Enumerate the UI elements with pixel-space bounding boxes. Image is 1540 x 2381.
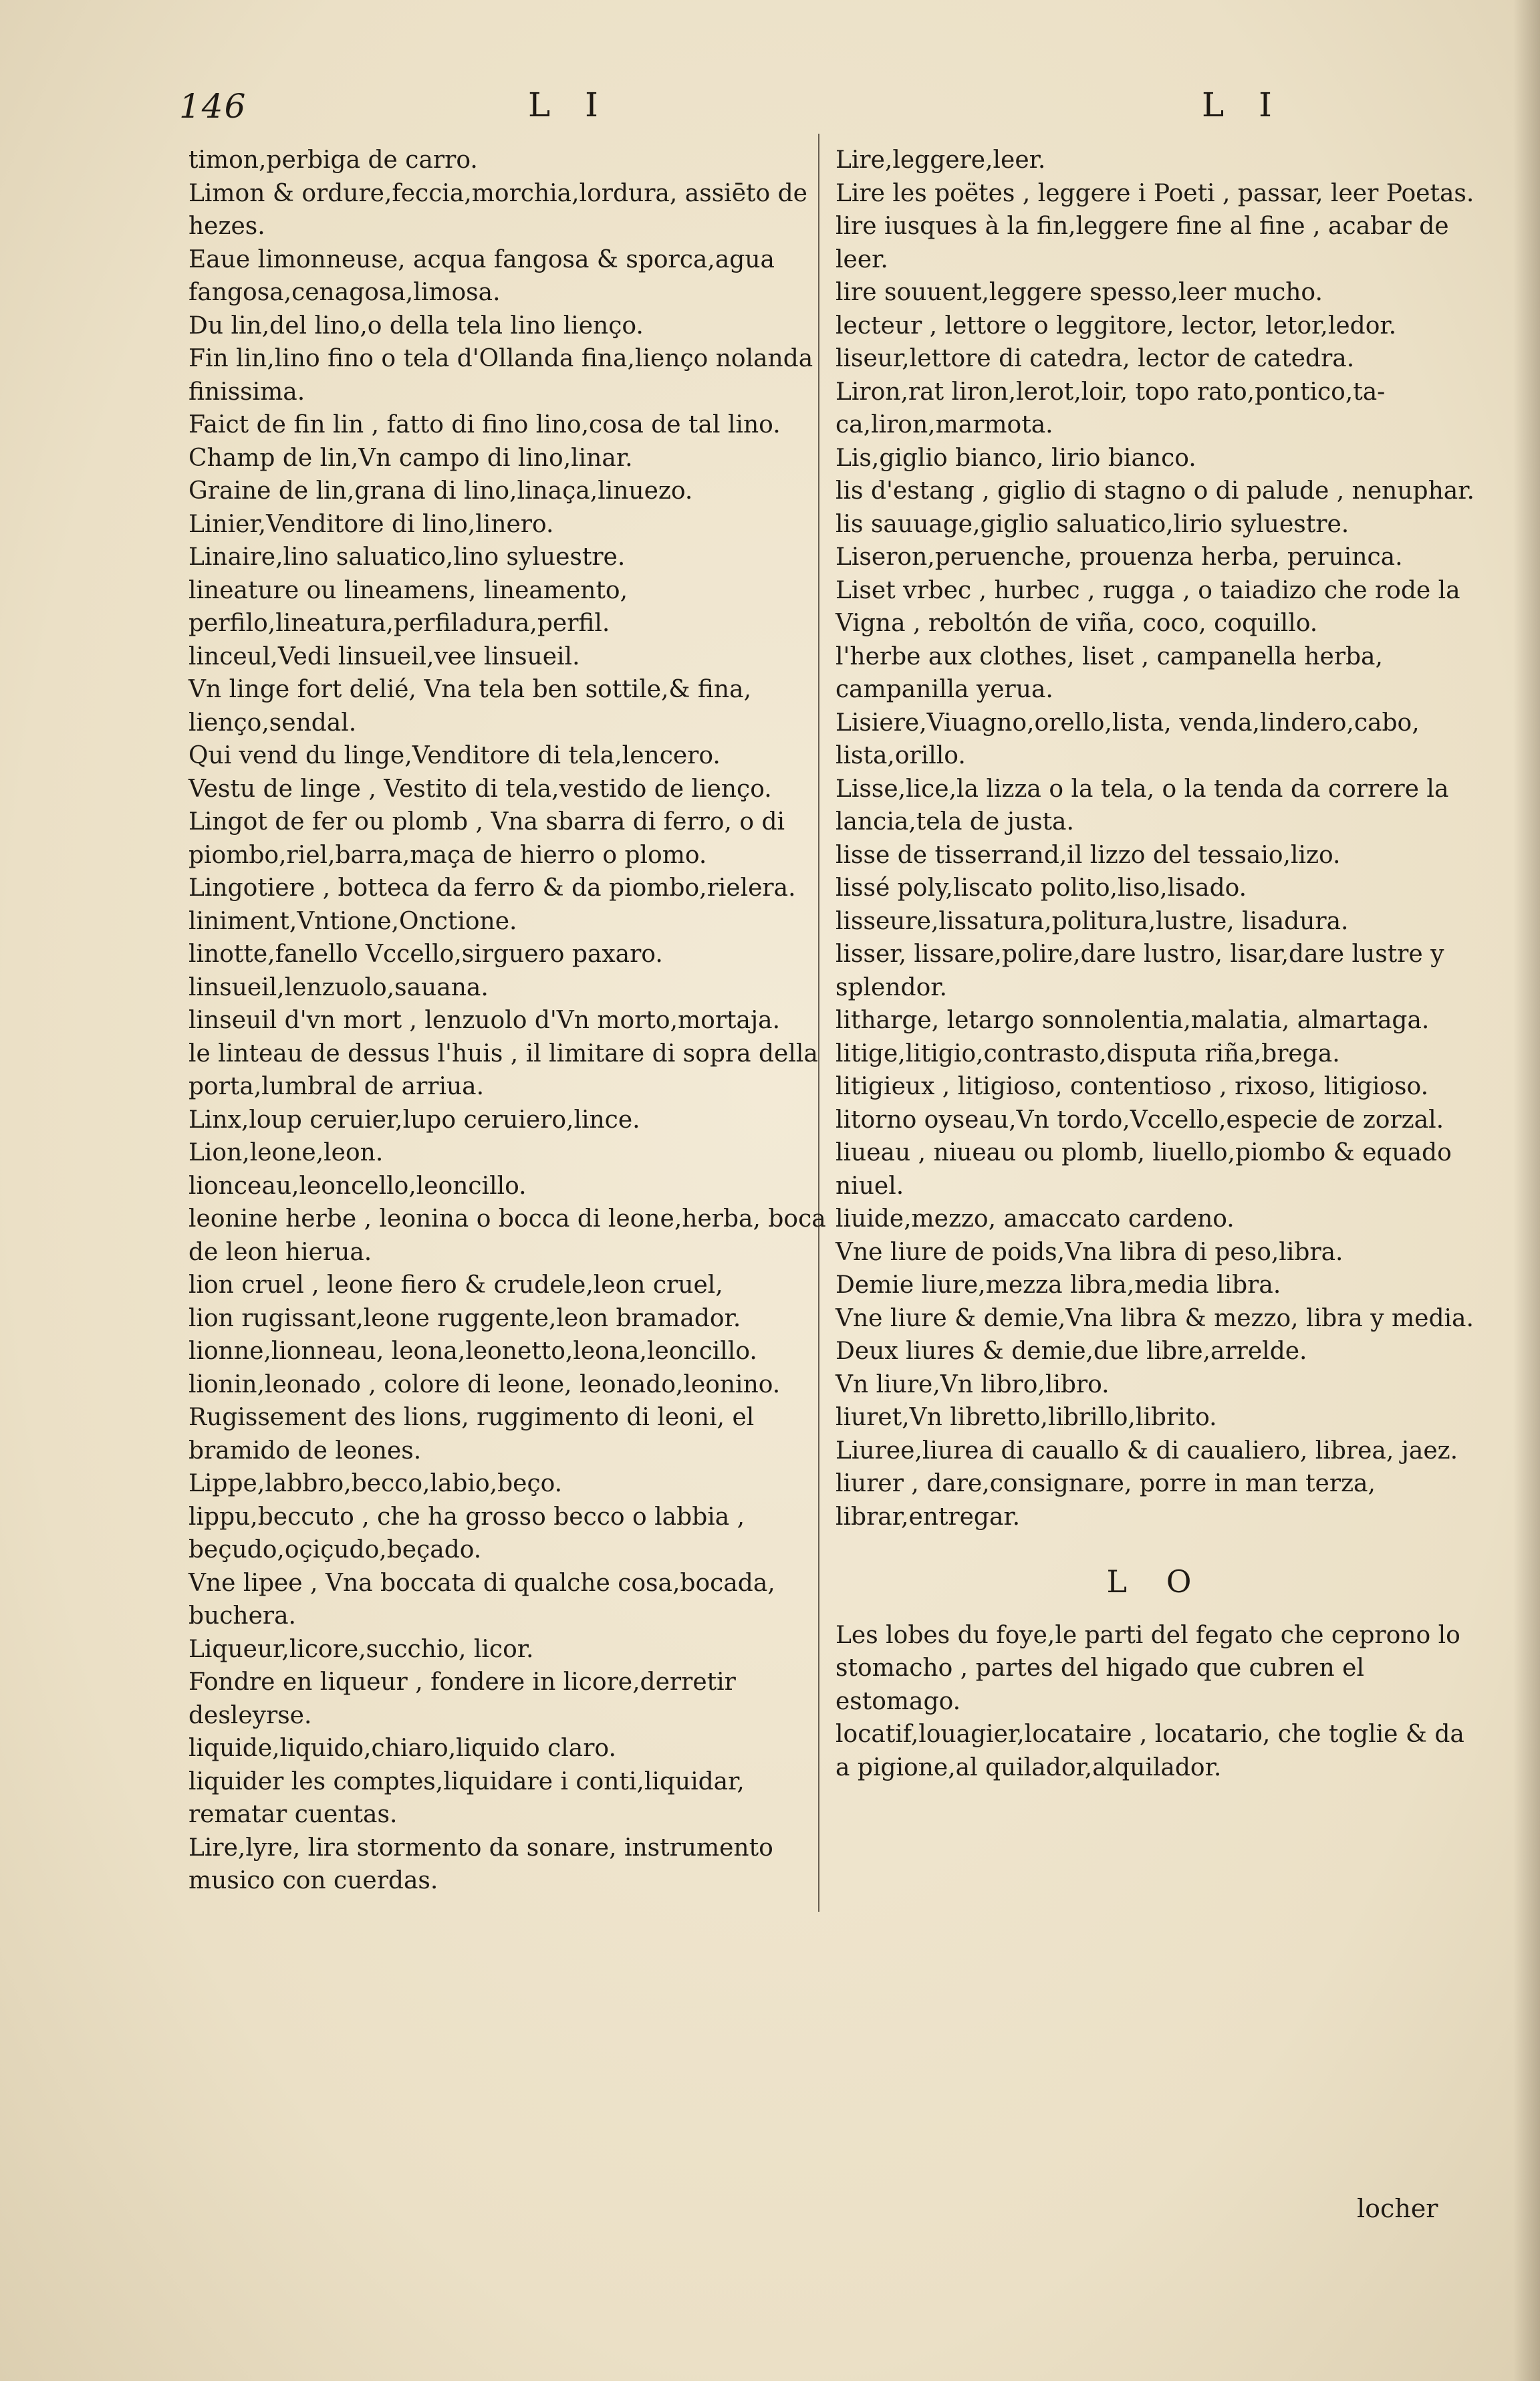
dictionary-entry: Lippe,labbro,becco,labio,beço.	[188, 1470, 563, 1497]
dictionary-entry: Liron,rat liron,lerot,loir, topo rato,pontico,ta-ca,liron,marmota.	[836, 378, 1386, 438]
dictionary-entry: lionceau,leoncello,leoncillo.	[188, 1172, 527, 1200]
dictionary-entry: liueau , niueau ou plomb, liuello,piombo & equado niuel.	[836, 1139, 1452, 1200]
dictionary-entry: litorno oyseau,Vn tordo,Vccello,especie de zorzal.	[836, 1106, 1444, 1134]
dictionary-entry: liquider les comptes,liquidare i conti,liquidar, rematar cuentas.	[188, 1767, 745, 1828]
dictionary-entry: linseuil d'vn mort , lenzuolo d'Vn morto,mortaja.	[188, 1007, 781, 1034]
dictionary-entry: liquide,liquido,chiaro,liquido claro.	[188, 1735, 616, 1762]
dictionary-entry: Linier,Venditore di lino,linero.	[188, 510, 554, 538]
dictionary-entry: Lingot de fer ou plomb , Vna sbarra di ferro, o di piombo,riel,barra,maça de hierro o plomo.	[188, 808, 785, 869]
dictionary-entry: Liseron,peruenche, prouenza herba, peruinca.	[836, 543, 1403, 571]
right-column-entries	[836, 144, 1477, 1533]
dictionary-entry: Fin lin,lino fino o tela d'Ollanda fina,lienço nolanda finissima.	[188, 345, 813, 406]
dictionary-entry: lineature ou lineamens, lineamento, perfilo,lineatura,perfiladura,perfil.	[188, 576, 628, 637]
dictionary-entry: Lion,leone,leon.	[188, 1139, 384, 1166]
dictionary-entry: Liset vrbec , hurbec , rugga , o taiadizo che rode la Vigna , reboltón de viña, coco, coquillo.	[836, 576, 1460, 637]
dictionary-entry: Vne liure de poids,Vna libra di peso,libra.	[836, 1238, 1343, 1266]
dictionary-entry: liniment,Vntione,Onctione.	[188, 907, 517, 935]
dictionary-entry: le linteau de dessus l'huis , il limitare di sopra della porta,lumbral de arriua.	[188, 1039, 818, 1100]
dictionary-entry: lisseure,lissatura,politura,lustre, lisadura.	[836, 907, 1349, 935]
dictionary-entry: litharge, letargo sonnolentia,malatia, almartaga.	[836, 1007, 1430, 1034]
left-column	[188, 144, 830, 1898]
dictionary-entry: Graine de lin,grana di lino,linaça,linuezo.	[188, 477, 693, 505]
dictionary-entry: Eaue limonneuse, acqua fangosa & sporca,agua fangosa,cenagosa,limosa.	[188, 245, 775, 306]
dictionary-entry: litigieux , litigioso, contentioso , rixoso, litigioso.	[836, 1073, 1429, 1100]
dictionary-entry: Demie liure,mezza libra,media libra.	[836, 1271, 1281, 1299]
dictionary-entry: Vne lipee , Vna boccata di qualche cosa,bocada, buchera.	[188, 1569, 775, 1630]
dictionary-entry: lisser, lissare,polire,dare lustro, lisar,dare lustre y splendor.	[836, 941, 1444, 1001]
dictionary-entry: Champ de lin,Vn campo di lino,linar.	[188, 444, 633, 472]
dictionary-entry: Lis,giglio bianco, lirio bianco.	[836, 444, 1196, 472]
dictionary-entry: lis sauuage,giglio saluatico,lirio syluestre.	[836, 510, 1350, 538]
dictionary-entry: liurer , dare,consignare, porre in man terza, librar,entregar.	[836, 1470, 1376, 1531]
dictionary-entry: lissé poly,liscato polito,liso,lisado.	[836, 874, 1247, 902]
dictionary-entry: Linaire,lino saluatico,lino syluestre.	[188, 543, 626, 571]
running-head-left: L I	[528, 86, 610, 124]
dictionary-entry: Deux liures & demie,due libre,arrelde.	[836, 1338, 1307, 1365]
dictionary-entry: Du lin,del lino,o della tela lino lienço.	[188, 311, 644, 340]
dictionary-entry: Qui vend du linge,Venditore di tela,lencero.	[188, 742, 721, 769]
catchword: locher	[1357, 2194, 1438, 2223]
page-number: 146	[179, 87, 247, 126]
dictionary-entry: linsueil,lenzuolo,sauana.	[188, 973, 489, 1001]
dictionary-entry: litige,litigio,contrasto,disputa riña,brega.	[836, 1039, 1340, 1068]
dictionary-entry: lionin,leonado , colore di leone, leonado,leonino.	[188, 1370, 781, 1398]
dictionary-entry: l'herbe aux clothes, liset , campanella herba, campanilla yerua.	[836, 642, 1383, 703]
dictionary-entry: lis d'estang , giglio di stagno o di palude , nenuphar.	[836, 477, 1474, 505]
dictionary-entry: lionne,lionneau, leona,leonetto,leona,leoncillo.	[188, 1338, 757, 1365]
dictionary-entry: lion rugissant,leone ruggente,leon bramador.	[188, 1304, 741, 1332]
page-edge-shadow	[1513, 0, 1540, 2381]
dictionary-entry: Lire les poëtes , leggere i Poeti , passar, leer Poetas.	[836, 179, 1474, 207]
dictionary-entry: Liqueur,licore,succhio, licor.	[188, 1635, 534, 1663]
running-head-right: L I	[1202, 86, 1284, 124]
dictionary-entry: Vn liure,Vn libro,libro.	[836, 1370, 1110, 1398]
dictionary-entry: Linx,loup ceruier,lupo ceruiero,lince.	[188, 1106, 640, 1134]
dictionary-entry: liuide,mezzo, amaccato cardeno.	[836, 1205, 1235, 1233]
section-heading-lo: L O	[1106, 1563, 1206, 1600]
lo-section-entries	[836, 1619, 1477, 1785]
dictionary-entry: Lire,leggere,leer.	[836, 146, 1046, 174]
dictionary-entry: liuret,Vn libretto,librillo,librito.	[836, 1404, 1217, 1431]
dictionary-entry: locatif,louagier,locataire , locatario, che toglie & da a pigione,al quilador,alquilador.	[836, 1721, 1464, 1781]
dictionary-entry: lisse de tisserrand,il lizzo del tessaio,lizo.	[836, 841, 1341, 869]
dictionary-entry: liseur,lettore di catedra, lector de catedra.	[836, 345, 1355, 372]
dictionary-entry: Lire,lyre, lira stormento da sonare, instrumento musico con cuerdas.	[188, 1834, 773, 1894]
dictionary-entry: timon,perbiga de carro.	[188, 146, 478, 174]
dictionary-entry: lion cruel , leone fiero & crudele,leon cruel,	[188, 1271, 723, 1299]
dictionary-entry: Vne liure & demie,Vna libra & mezzo, libra y media.	[836, 1304, 1474, 1332]
dictionary-entry: lire souuent,leggere spesso,leer mucho.	[836, 279, 1323, 306]
dictionary-entry: Limon & ordure,feccia,morchia,lordura, assiēto de hezes.	[188, 179, 807, 240]
dictionary-entry: Lisse,lice,la lizza o la tela, o la tenda da correre la lancia,tela de justa.	[836, 775, 1449, 836]
dictionary-entry: Liuree,liurea di cauallo & di caualiero, librea, jaez.	[836, 1436, 1458, 1465]
dictionary-entry: Lisiere,Viuagno,orello,lista, venda,lindero,cabo, lista,orillo.	[836, 709, 1420, 769]
dictionary-entry: lippu,beccuto , che ha grosso becco o labbia , beçudo,oçiçudo,beçado.	[188, 1503, 745, 1563]
right-column	[836, 144, 1477, 1784]
dictionary-entry: Rugissement des lions, ruggimento di leoni, el bramido de leones.	[188, 1404, 755, 1465]
dictionary-entry: lecteur , lettore o leggitore, lector, letor,ledor.	[836, 311, 1397, 340]
dictionary-entry: leonine herbe , leonina o bocca di leone,herba, boca de leon hierua.	[188, 1205, 826, 1266]
dictionary-entry: linotte,fanello Vccello,sirguero paxaro.	[188, 941, 663, 968]
dictionary-entry: Vestu de linge , Vestito di tela,vestido de lienço.	[188, 775, 772, 803]
dictionary-entry: Fondre en liqueur , fondere in licore,derretir desleyrse.	[188, 1668, 736, 1729]
dictionary-entry: Vn linge fort delié, Vna tela ben sottile,& fina, lienço,sendal.	[188, 676, 752, 737]
dictionary-entry: linceul,Vedi linsueil,vee linsueil.	[188, 642, 580, 670]
dictionary-entry: lire iusques à la fin,leggere fine al fine , acabar de leer.	[836, 213, 1449, 273]
dictionary-entry: Les lobes du foye,le parti del fegato che ceprono lo stomacho , partes del higado que cubren el estomago.	[836, 1621, 1460, 1715]
dictionary-entry: Faict de fin lin , fatto di fino lino,cosa de tal lino.	[188, 411, 781, 438]
dictionary-entry: Lingotiere , botteca da ferro & da piombo,rielera.	[188, 874, 796, 902]
